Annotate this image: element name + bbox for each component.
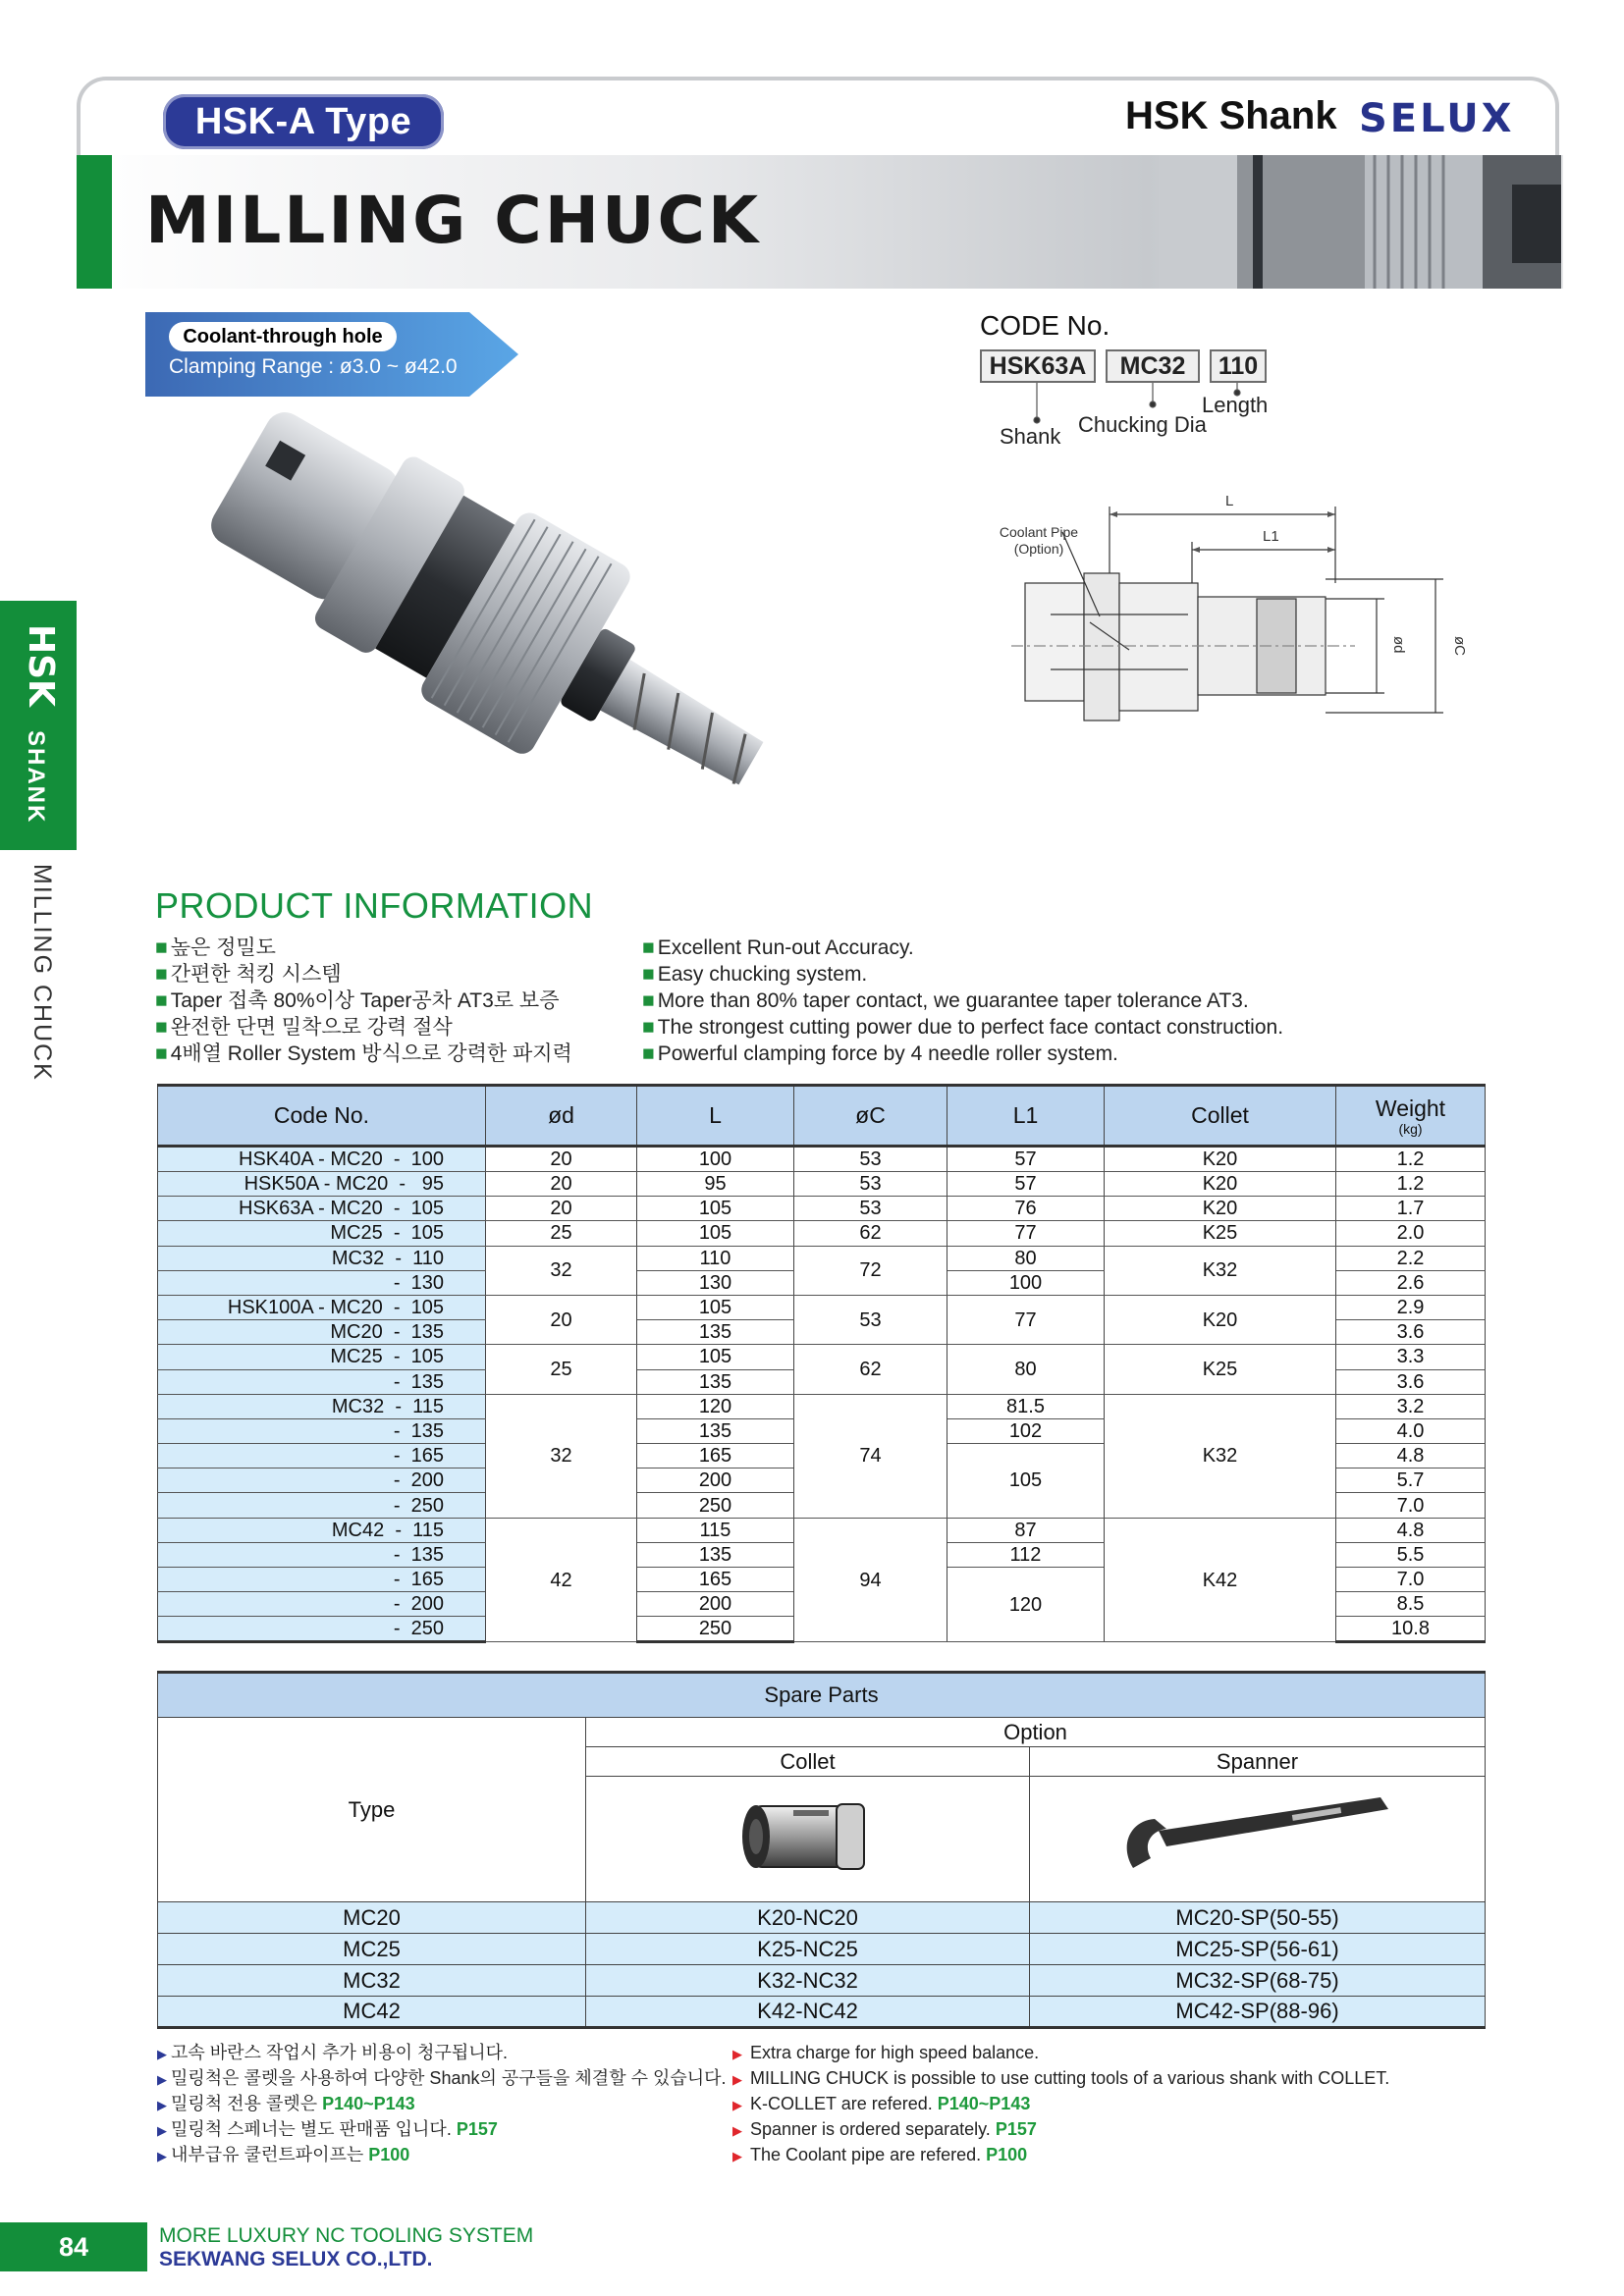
cell-L: 165 xyxy=(637,1444,794,1468)
code-part-shank: HSK63A xyxy=(980,349,1096,383)
code-part-length: 110 xyxy=(1210,349,1267,383)
cell-L1: 57 xyxy=(947,1172,1105,1197)
cell-L: 105 xyxy=(637,1295,794,1319)
cell-code: - 130 xyxy=(158,1270,486,1295)
cell-code: MC42 - 115 xyxy=(158,1518,486,1542)
note-item xyxy=(157,2116,727,2142)
drawing-label-L1: L1 xyxy=(1263,528,1279,545)
cell-weight: 7.0 xyxy=(1336,1493,1486,1518)
page-ref-link[interactable]: P157 xyxy=(995,2119,1037,2139)
spare-parts-table xyxy=(157,1671,1486,2029)
spare-type: MC20 xyxy=(158,1902,586,1934)
spare-header-row xyxy=(158,1673,1486,1718)
clamping-range: Clamping Range : ø3.0 ~ ø42.0 xyxy=(169,355,458,378)
cell-oc: 62 xyxy=(794,1345,947,1394)
table-row xyxy=(158,1518,1486,1542)
note-text: 밀링척 스페너는 별도 판매품 입니다. xyxy=(171,2119,457,2139)
collet-image-cell xyxy=(586,1777,1030,1902)
note-text: 고속 바란스 작업시 추가 비용이 청구됩니다. xyxy=(171,2043,508,2062)
spare-spanner: MC42-SP(88-96) xyxy=(1030,1997,1486,2028)
cell-code: - 250 xyxy=(158,1493,486,1518)
note-text: Spanner is ordered separately. xyxy=(750,2119,996,2139)
coolant-badge: Coolant-through hole xyxy=(169,322,397,351)
cell-od: 20 xyxy=(486,1147,637,1172)
code-no-title: CODE No. xyxy=(980,310,1110,341)
cell-L1: 80 xyxy=(947,1246,1105,1270)
cell-code: - 165 xyxy=(158,1568,486,1592)
drawing-option: (Option) xyxy=(1013,541,1064,557)
spare-spanner: MC25-SP(56-61) xyxy=(1030,1934,1486,1965)
cell-code: MC25 - 105 xyxy=(158,1221,486,1246)
spanner-image-cell xyxy=(1030,1777,1486,1902)
cell-weight: 5.5 xyxy=(1336,1542,1486,1567)
cell-weight: 2.9 xyxy=(1336,1295,1486,1319)
header-tool-image xyxy=(1159,155,1561,289)
cell-L: 250 xyxy=(637,1493,794,1518)
cell-L1: 100 xyxy=(947,1270,1105,1295)
cell-od: 42 xyxy=(486,1518,637,1642)
table-row xyxy=(158,1172,1486,1197)
table-row xyxy=(158,1147,1486,1172)
cell-collet: K20 xyxy=(1105,1172,1336,1197)
cell-od: 20 xyxy=(486,1172,637,1197)
cell-od: 25 xyxy=(486,1221,637,1246)
info-item: ■ The strongest cutting power due to perfect face contact construction. xyxy=(642,1014,1283,1041)
cell-code: - 135 xyxy=(158,1542,486,1567)
cell-L: 105 xyxy=(637,1221,794,1246)
footer-company: SEKWANG SELUX CO.,LTD. xyxy=(159,2248,433,2270)
header-accent-bar xyxy=(77,155,112,289)
cell-L: 200 xyxy=(637,1592,794,1617)
note-item xyxy=(157,2065,727,2091)
cell-L: 135 xyxy=(637,1418,794,1443)
note-text: 밀링척은 콜렛을 사용하여 다양한 Shank의 공구들을 체결할 수 있습니다. xyxy=(171,2068,727,2088)
col-collet: Collet xyxy=(1105,1086,1336,1147)
info-item: ■ Easy chucking system. xyxy=(642,961,1283,988)
table-row xyxy=(158,1221,1486,1246)
cell-L: 120 xyxy=(637,1394,794,1418)
cell-L: 105 xyxy=(637,1197,794,1221)
info-item: ■ Taper 접촉 80%이상 Taper공차 AT3로 보증 xyxy=(155,988,572,1014)
cell-oc: 72 xyxy=(794,1246,947,1295)
cell-L1: 81.5 xyxy=(947,1394,1105,1418)
cell-collet: K25 xyxy=(1105,1221,1336,1246)
col-weight-label: Weight xyxy=(1375,1095,1446,1121)
cell-L1: 80 xyxy=(947,1345,1105,1394)
spare-type-header: Type xyxy=(158,1718,586,1902)
brand-logo: SELUX xyxy=(1359,96,1515,141)
info-item: ■ Excellent Run-out Accuracy. xyxy=(642,934,1283,961)
cell-code: - 200 xyxy=(158,1592,486,1617)
note-item xyxy=(157,2040,727,2065)
cell-L: 115 xyxy=(637,1518,794,1542)
info-item: ■ 간편한 척킹 시스템 xyxy=(155,961,572,988)
col-oc: øC xyxy=(794,1086,947,1147)
cell-L1: 120 xyxy=(947,1568,1105,1642)
col-weight-unit: (kg) xyxy=(1398,1121,1423,1137)
spare-option-row xyxy=(158,1718,1486,1747)
spare-spanner-header: Spanner xyxy=(1030,1747,1486,1777)
product-info-english xyxy=(642,934,1283,1067)
note-text: 내부급유 쿨런트파이프는 xyxy=(171,2145,369,2164)
cell-L: 110 xyxy=(637,1246,794,1270)
cell-code: - 135 xyxy=(158,1369,486,1394)
code-label-length: Length xyxy=(1202,393,1269,417)
collet-icon xyxy=(734,1792,882,1881)
note-item xyxy=(732,2091,1389,2116)
table-row xyxy=(158,1345,1486,1369)
cell-L1: 87 xyxy=(947,1518,1105,1542)
cell-L1: 102 xyxy=(947,1418,1105,1443)
cell-weight: 10.8 xyxy=(1336,1617,1486,1642)
cell-code: - 165 xyxy=(158,1444,486,1468)
col-L: L xyxy=(637,1086,794,1147)
cell-weight: 2.6 xyxy=(1336,1270,1486,1295)
cell-collet: K20 xyxy=(1105,1295,1336,1344)
col-od: ød xyxy=(486,1086,637,1147)
code-part-chucking-dia: MC32 xyxy=(1106,349,1200,383)
table-row xyxy=(158,1295,1486,1319)
spanner-icon xyxy=(1115,1788,1400,1886)
cell-weight: 4.0 xyxy=(1336,1418,1486,1443)
page-ref-link[interactable]: P100 xyxy=(368,2145,410,2164)
cell-collet: K32 xyxy=(1105,1394,1336,1518)
cell-code: MC25 - 105 xyxy=(158,1345,486,1369)
cell-L: 165 xyxy=(637,1568,794,1592)
drawing-label-od: ød xyxy=(1390,636,1407,654)
spare-row xyxy=(158,1902,1486,1934)
col-weight xyxy=(1336,1086,1486,1147)
cell-weight: 3.2 xyxy=(1336,1394,1486,1418)
info-item: ■ Powerful clamping force by 4 needle roller system. xyxy=(642,1041,1283,1067)
cell-code: HSK50A - MC20 - 95 xyxy=(158,1172,486,1197)
cell-weight: 1.2 xyxy=(1336,1147,1486,1172)
product-info-title: PRODUCT INFORMATION xyxy=(155,885,594,926)
spare-row xyxy=(158,1997,1486,2028)
cell-code: MC32 - 115 xyxy=(158,1394,486,1418)
side-tab-hsk: HSK xyxy=(21,624,61,707)
cell-od: 32 xyxy=(486,1394,637,1518)
cell-collet: K20 xyxy=(1105,1197,1336,1221)
cell-code: - 135 xyxy=(158,1418,486,1443)
note-text: K-COLLET are refered. xyxy=(750,2094,938,2113)
note-item xyxy=(732,2040,1389,2065)
spare-collet: K20-NC20 xyxy=(586,1902,1030,1934)
col-L1: L1 xyxy=(947,1086,1105,1147)
spare-collet-header: Collet xyxy=(586,1747,1030,1777)
cell-od: 32 xyxy=(486,1246,637,1295)
cell-collet: K32 xyxy=(1105,1246,1336,1295)
spare-type: MC25 xyxy=(158,1934,586,1965)
spare-collet: K32-NC32 xyxy=(586,1965,1030,1997)
cell-L1: 77 xyxy=(947,1221,1105,1246)
drawing-coolant-pipe: Coolant Pipe xyxy=(999,524,1079,540)
cell-code: MC20 - 135 xyxy=(158,1320,486,1345)
info-item: ■ More than 80% taper contact, we guarantee taper tolerance AT3. xyxy=(642,988,1283,1014)
footer-tagline: MORE LUXURY NC TOOLING SYSTEM xyxy=(159,2224,534,2247)
col-code: Code No. xyxy=(158,1086,486,1147)
cell-oc: 62 xyxy=(794,1221,947,1246)
cell-L1: 57 xyxy=(947,1147,1105,1172)
cell-oc: 53 xyxy=(794,1295,947,1344)
cell-L: 200 xyxy=(637,1468,794,1493)
cell-od: 20 xyxy=(486,1295,637,1344)
code-label-chucking-dia: Chucking Dia xyxy=(1078,412,1207,437)
table-row xyxy=(158,1394,1486,1418)
code-label-shank: Shank xyxy=(1000,424,1061,449)
notes-korean xyxy=(157,2040,727,2167)
spare-type: MC32 xyxy=(158,1965,586,1997)
cell-oc: 53 xyxy=(794,1197,947,1221)
shank-title: HSK Shank xyxy=(1125,94,1337,137)
spare-spanner: MC32-SP(68-75) xyxy=(1030,1965,1486,1997)
cell-oc: 94 xyxy=(794,1518,947,1642)
cell-L1: 76 xyxy=(947,1197,1105,1221)
cell-weight: 5.7 xyxy=(1336,1468,1486,1493)
cell-od: 20 xyxy=(486,1197,637,1221)
cell-L: 130 xyxy=(637,1270,794,1295)
note-text: 밀링척 전용 콜렛은 xyxy=(171,2094,323,2113)
cell-collet: K20 xyxy=(1105,1147,1336,1172)
spare-spanner: MC20-SP(50-55) xyxy=(1030,1902,1486,1934)
page-ref-link[interactable]: P140~P143 xyxy=(937,2094,1031,2113)
cell-weight: 3.6 xyxy=(1336,1369,1486,1394)
milling-chuck-image xyxy=(165,404,813,848)
drawing-label-L: L xyxy=(1225,493,1234,509)
note-item xyxy=(157,2091,727,2116)
cell-weight: 4.8 xyxy=(1336,1444,1486,1468)
drawing-label-oc: øC xyxy=(1451,636,1468,656)
cell-L: 135 xyxy=(637,1320,794,1345)
note-item xyxy=(157,2142,727,2167)
note-item xyxy=(732,2142,1389,2167)
cell-code: - 200 xyxy=(158,1468,486,1493)
page-title: MILLING CHUCK xyxy=(145,183,762,258)
cell-L: 95 xyxy=(637,1172,794,1197)
cell-code: MC32 - 110 xyxy=(158,1246,486,1270)
spare-parts-title: Spare Parts xyxy=(158,1673,1486,1718)
info-item: ■ 완전한 단면 밀착으로 강력 절삭 xyxy=(155,1014,572,1041)
note-text: Extra charge for high speed balance. xyxy=(750,2043,1040,2062)
cell-weight: 1.2 xyxy=(1336,1172,1486,1197)
side-tab-category: MILLING CHUCK xyxy=(28,864,56,1082)
cell-L1: 112 xyxy=(947,1542,1105,1567)
cell-weight: 1.7 xyxy=(1336,1197,1486,1221)
note-text: MILLING CHUCK is possible to use cutting tools of a various shank with COLLET. xyxy=(750,2068,1390,2088)
spare-collet: K25-NC25 xyxy=(586,1934,1030,1965)
spare-type: MC42 xyxy=(158,1997,586,2028)
cell-code: HSK40A - MC20 - 100 xyxy=(158,1147,486,1172)
drawing-coolant-pipe-label xyxy=(990,524,1088,558)
page-number: 84 xyxy=(0,2222,147,2271)
cell-L: 100 xyxy=(637,1147,794,1172)
cell-code: HSK100A - MC20 - 105 xyxy=(158,1295,486,1319)
table-header-row xyxy=(158,1086,1486,1147)
note-item xyxy=(732,2065,1389,2091)
notes-english xyxy=(732,2040,1389,2167)
cell-weight: 2.0 xyxy=(1336,1221,1486,1246)
cell-weight: 8.5 xyxy=(1336,1592,1486,1617)
cell-oc: 53 xyxy=(794,1172,947,1197)
cell-weight: 4.8 xyxy=(1336,1518,1486,1542)
spare-collet: K42-NC42 xyxy=(586,1997,1030,2028)
cell-od: 25 xyxy=(486,1345,637,1394)
product-info-korean xyxy=(155,934,572,1067)
info-item: ■ 높은 정밀도 xyxy=(155,934,572,961)
cell-oc: 74 xyxy=(794,1394,947,1518)
table-row xyxy=(158,1246,1486,1270)
cell-code: - 250 xyxy=(158,1617,486,1642)
note-text: The Coolant pipe are refered. xyxy=(750,2145,987,2164)
cell-oc: 53 xyxy=(794,1147,947,1172)
cell-collet: K25 xyxy=(1105,1345,1336,1394)
spare-row xyxy=(158,1965,1486,1997)
spare-row xyxy=(158,1934,1486,1965)
cell-weight: 2.2 xyxy=(1336,1246,1486,1270)
cell-collet: K42 xyxy=(1105,1518,1336,1642)
type-badge: HSK-A Type xyxy=(163,94,444,149)
cell-weight: 7.0 xyxy=(1336,1568,1486,1592)
page-ref-link[interactable]: P100 xyxy=(986,2145,1028,2164)
cell-L1: 105 xyxy=(947,1444,1105,1519)
cell-L: 135 xyxy=(637,1369,794,1394)
cell-L: 250 xyxy=(637,1617,794,1642)
info-item: ■ 4배열 Roller System 방식으로 강력한 파지력 xyxy=(155,1041,572,1067)
cell-L: 135 xyxy=(637,1542,794,1567)
table-row xyxy=(158,1197,1486,1221)
side-tab-shank: SHANK xyxy=(23,730,49,825)
cell-weight: 3.3 xyxy=(1336,1345,1486,1369)
note-item xyxy=(732,2116,1389,2142)
cell-L: 105 xyxy=(637,1345,794,1369)
spare-option-header: Option xyxy=(586,1718,1486,1747)
cell-weight: 3.6 xyxy=(1336,1320,1486,1345)
page-ref-link[interactable]: P140~P143 xyxy=(322,2094,415,2113)
spec-table xyxy=(157,1084,1486,1643)
cell-code: HSK63A - MC20 - 105 xyxy=(158,1197,486,1221)
page-ref-link[interactable]: P157 xyxy=(456,2119,498,2139)
cell-L1: 77 xyxy=(947,1295,1105,1344)
